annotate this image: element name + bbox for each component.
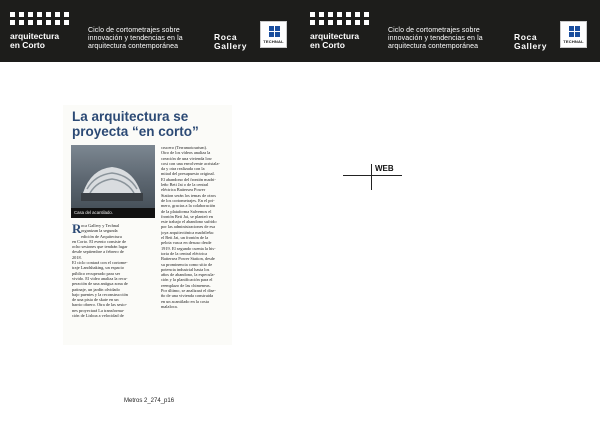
article-line: traje Landshaking, un espacio: [72, 265, 124, 271]
article-line: público recuperado para ser: [72, 270, 121, 276]
logo-text: arquitectura en Corto: [310, 31, 360, 50]
photo-caption: Casa del acantilado.: [71, 208, 155, 218]
roca-gallery-logo: Roca Gallery: [214, 32, 248, 51]
article-line: ocho sesiones que tendrán lugar: [72, 244, 128, 250]
article-line: Station serán los temas de otros: [161, 192, 216, 198]
press-clipping: [63, 105, 232, 345]
article-line: de la plataforma Salvemos el: [161, 208, 212, 214]
article-line: Otro de los vídeos analiza la: [161, 150, 211, 156]
arquitectura-en-corto-logo: [310, 10, 374, 52]
technal-label: TECHNAL: [563, 39, 584, 44]
article-line: eléctrica Battersea Power: [161, 187, 206, 193]
banner-block-right: [300, 0, 600, 62]
article-line: barrio obrero. Otra de las sesio-: [72, 302, 128, 308]
article-line: toria de la central eléctrica: [161, 250, 208, 256]
article-line: reemplazo de las chimeneas.: [161, 282, 211, 288]
article-line: nes proyectará La transforma-: [72, 307, 125, 313]
article-line: crucero (Terramotourism).: [161, 145, 208, 150]
crop-mark-horizontal: [343, 175, 402, 176]
article-line: edición de Arquitectura: [81, 233, 122, 239]
article-photo: [71, 145, 155, 218]
logo-text: arquitectura en Corto: [10, 31, 60, 50]
article-line: este trabajo el abandono sufrido: [161, 219, 217, 225]
film-strip-icon: [310, 12, 368, 26]
article-line: desde septiembre a febrero de: [72, 249, 124, 255]
article-line: en un acantilado en la costa: [161, 298, 209, 304]
article-line: El ciclo contará con el cortome-: [72, 260, 128, 266]
article-line: potencia industrial hasta los: [161, 266, 210, 272]
crop-mark-vertical: [371, 164, 372, 190]
article-line: mero, gracias a la colaboración: [161, 203, 216, 209]
article-line: patinaje, un jardín olvidado: [72, 286, 120, 292]
arquitectura-en-corto-logo: [10, 10, 74, 52]
page-reference: Metros 2_274_p16: [124, 398, 175, 404]
article-line: ción de Lisboa a velocidad de: [72, 313, 124, 319]
article-line: bajo puentes y la reconstrucción: [72, 291, 128, 297]
article-line: El abandono del frontón madri-: [161, 176, 216, 182]
article-line: cost con una envolvente acristala-: [161, 160, 220, 166]
article-line: mitad del presupuesto original.: [161, 171, 215, 177]
article-line: organizan la segunda: [81, 228, 118, 234]
article-line: peración de una antigua zona de: [72, 281, 128, 287]
article-line: frontón Beti Jai, se planteó en: [161, 213, 213, 219]
article-line: vivido. El video analiza la recu-: [72, 275, 128, 281]
article-line: de los cortometrajes. En el pri-: [161, 197, 215, 203]
article-line: creación de una vivienda low: [161, 155, 212, 161]
article-line: Por último, se analizará el dise-: [161, 288, 216, 294]
article-line: 1919. El segundo cuenta la his-: [161, 245, 216, 251]
article-column-left: [72, 223, 154, 318]
roca-gallery-logo: Roca Gallery: [514, 32, 548, 51]
article-line: leño Beti Jai o de la central: [161, 182, 209, 188]
article-column-right: [161, 145, 227, 309]
banner-block-left: [0, 0, 300, 62]
film-strip-icon: [10, 12, 68, 26]
header-banner: [0, 0, 600, 62]
article-line: oca Gallery y Technal: [81, 223, 120, 228]
web-label: WEB: [375, 164, 394, 173]
drop-cap: R: [72, 221, 82, 236]
article-line: por las administraciones de esa: [161, 224, 216, 230]
article-line: 2018.: [72, 254, 82, 260]
cycle-description: Ciclo de cortometrajes sobre innovación y tendencias en la arquitectura contemporánea: [388, 27, 483, 50]
building-image: [81, 163, 143, 201]
technal-logo: [260, 21, 287, 48]
article-line: años de abandono, la especula-: [161, 272, 215, 278]
technal-logo: [560, 21, 587, 48]
technal-mark-icon: [269, 26, 280, 37]
article-line: el Beti Jai, un frontón de la: [161, 235, 209, 241]
article-line: su prominencia como sitio de: [161, 261, 213, 267]
technal-label: TECHNAL: [263, 39, 284, 44]
article-line: joya arquitectónica madrileña:: [161, 229, 214, 235]
article-line: pelota vasca en desuso desde: [161, 240, 212, 246]
article-line: da y otra realizada con la: [161, 166, 205, 172]
article-line: ción y la planificación para el: [161, 277, 213, 283]
article-line: malaloca.: [161, 303, 178, 309]
article-line: en Corto. El evento consiste de: [72, 238, 127, 244]
cycle-description: Ciclo de cortometrajes sobre innovación y tendencias en la arquitectura contemporánea: [88, 27, 183, 50]
technal-mark-icon: [569, 26, 580, 37]
article-line: ño de una vivienda construida: [161, 293, 214, 299]
article-title: La arquitectura se proyecta “en corto”: [72, 109, 199, 139]
article-line: Battersea Power Station, desde: [161, 256, 215, 262]
article-line: de una pista de skate en un: [72, 297, 119, 303]
